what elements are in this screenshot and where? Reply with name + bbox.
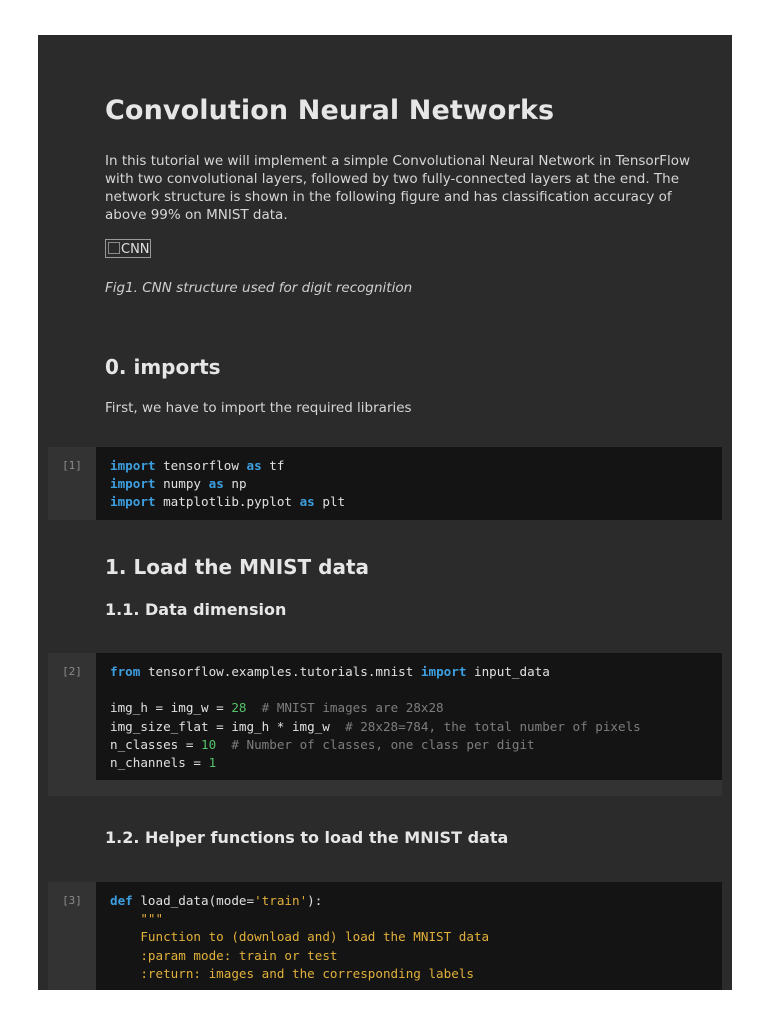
code-token: plt [322,494,346,510]
code-editor[interactable] [96,882,722,990]
code-token: 1 [208,755,217,771]
code-token: ): [307,893,323,908]
image-alt-text: CNN [121,242,150,257]
code-token: :param mode: train or test [140,947,338,963]
code-token: # 28x28=784, the total number of pixels [345,718,641,734]
code-token: def [110,893,133,908]
intro-paragraph: In this tutorial we will implement a simple Convolutional Neural Network in TensorFlow with two convolutional layers, followed by two fully-connected layers at the end. The network structure is shown in the following figure and has classification accuracy of above 99% on MNIST data. [105,153,691,223]
code-token: n_channels = [110,755,209,771]
code-line [110,737,535,752]
code-cell-3[interactable] [48,882,722,990]
page-title: Convolution Neural Networks [105,95,555,126]
code-line [110,893,322,908]
code-line [110,664,550,679]
cell-prompt: [2] [62,665,82,678]
code-token: 'train' [254,893,308,908]
code-token: import [420,664,467,679]
code-editor[interactable] [96,653,722,780]
code-line [110,911,163,926]
code-token: as [246,458,262,473]
code-line [110,476,247,491]
code-token: numpy [163,476,202,492]
code-token: as [208,476,224,492]
code-line [110,719,641,734]
notebook-page [38,35,732,990]
code-token: 28 [231,700,247,716]
code-token: import [110,458,156,473]
code-token: import [110,476,156,492]
code-cell-2[interactable] [48,653,722,796]
code-token: n_classes = [110,736,201,752]
code-token: np [231,476,247,492]
code-line [110,948,337,963]
notebook-content [38,35,732,990]
code-token: as [299,494,315,510]
code-token: matplotlib.pyplot [163,494,292,510]
cell-prompt: [3] [62,894,82,907]
code-editor[interactable] [96,447,722,520]
code-token: input_data [474,664,550,679]
code-line [110,700,444,715]
code-token: """ [140,911,164,927]
code-line [110,458,284,473]
code-token: # MNIST images are 28x28 [261,700,444,716]
section-heading-helpers: 1.2. Helper functions to load the MNIST data [105,828,509,847]
code-token: load_data(mode= [140,893,255,908]
code-token: :return: images and the corresponding labels [140,965,474,981]
section-heading-imports: 0. imports [105,355,221,379]
code-token: 10 [201,736,217,752]
code-token: tensorflow.examples.tutorials.mnist [147,664,414,679]
code-token: Function to (download and) load the MNIST data [140,929,490,945]
code-token: # Number of classes, one class per digit [231,736,535,752]
code-token: import [110,494,156,510]
code-cell-1[interactable] [48,447,722,520]
code-token: img_h = img_w = [110,700,232,716]
code-line [110,929,489,944]
broken-image-cnn [105,239,151,258]
code-token: img_size_flat = img_h * img_w [110,718,330,734]
code-token: tensorflow [163,458,239,473]
imports-text: First, we have to import the required libraries [105,400,412,416]
figure-caption: Fig1. CNN structure used for digit recognition [105,280,413,296]
code-token: tf [269,458,285,473]
code-line [110,755,216,770]
section-heading-dimension: 1.1. Data dimension [105,600,287,619]
code-line [110,494,345,509]
cell-prompt: [1] [62,459,82,472]
code-token: from [110,664,141,679]
broken-image-icon [108,242,120,254]
section-heading-load: 1. Load the MNIST data [105,555,370,579]
code-line [110,966,474,981]
